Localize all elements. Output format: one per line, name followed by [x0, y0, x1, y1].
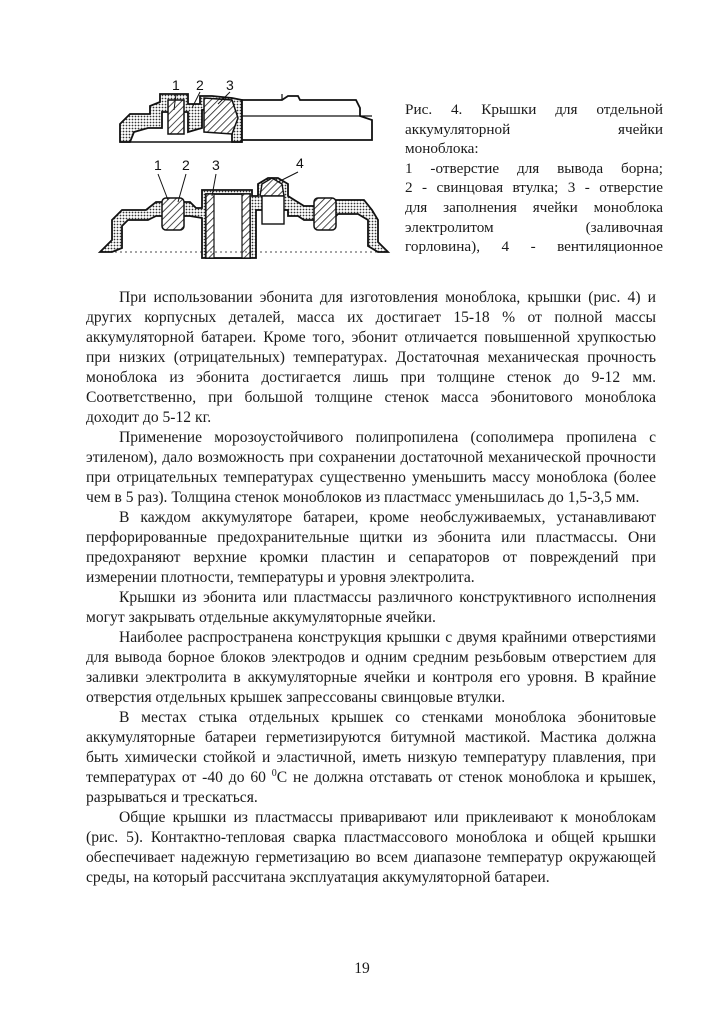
body-text	[86, 288, 656, 888]
caption-line: 1 -отверстие для вывода борна;	[405, 159, 663, 177]
bottom-cover-drawing	[100, 155, 388, 258]
page-number: 19	[354, 960, 370, 977]
top-label-3: 3	[226, 77, 234, 93]
paragraph-temperature	[86, 708, 656, 808]
top-lead-bushing	[168, 100, 184, 134]
bottom-right-bushing	[314, 198, 336, 230]
top-cover-drawing	[120, 77, 372, 142]
bottom-label-1: 1	[154, 157, 162, 173]
battery-cover-figure	[92, 70, 392, 280]
paragraph: При использовании эбонита для изготовления моноблока, крышки (рис. 4) и других корпусных деталей, масса их достигает 15-18 % от полной массы аккумуляторной батареи. Кроме того, эбонит отличается повышенной хрупкостью при низких (отрицательных) температурах. Достаточная механическая прочность моноблока из эбонита достигается лишь при толщине стенок до 9-12 мм. Соответственно, при большой толщине стенок масса эбонитового моноблока доходит до 5-12 кг.	[86, 289, 656, 426]
caption-line: для заполнения ячейки моноблока	[405, 198, 663, 216]
caption-line: горловина), 4 - вентиляционное	[405, 238, 663, 256]
bottom-label-4: 4	[296, 155, 304, 171]
top-label-1: 1	[172, 77, 180, 93]
caption-line: аккумуляторной ячейки	[405, 120, 663, 138]
paragraph-temperature-end: С не должна отставать от стенок моноблока и крышек, разрываться и трескаться.	[86, 769, 656, 806]
paragraph: Применение морозоустойчивого полипропилена (сополимера пропилена с этиленом), дало возможность при сохранении достаточной механической прочности при отрицательных температурах существенно уменьшить массу моноблока (более чем в 5 раз). Толщина стенок моноблоков из пластмасс уменьшилась до 1,5-3,5 мм.	[86, 429, 656, 506]
degree-superscript: 0	[271, 767, 277, 779]
bottom-label-3: 3	[212, 157, 220, 173]
top-label-2: 2	[196, 77, 204, 93]
top-cover-outline	[242, 96, 372, 140]
paragraph: Наиболее распространена конструкция крышки с двумя крайними отверстиями для вывода борное блоков электродов и одним средним резьбовым отверстием для заливки электролита в аккумуляторные ячейки и контроля его уровня. В крайние отверстия отдельных крышек запрессованы свинцовые втулки.	[86, 629, 656, 706]
paragraph-temperature-start: В местах стыка отдельных крышек со стенками моноблока эбонитовые аккумуляторные батареи герметизируются битумной мастикой. Мастика должна быть химически стойкой и эластичной, иметь низкую температуру плавления, при температурах от -40 до 60	[86, 709, 656, 786]
caption-line: моноблока:	[405, 140, 479, 158]
bottom-left-bushing	[162, 198, 184, 230]
bottom-label-2: 2	[182, 157, 190, 173]
paragraph: Общие крышки из пластмассы приваривают или приклеивают к моноблокам (рис. 5). Контактно-тепловая сварка пластмассового моноблока и общей крышки обеспечивает надежную герметизацию во всем диапазоне температур окружающей среды, на который рассчитана эксплуатация аккумуляторной батареи.	[86, 809, 656, 886]
top-filler-neck	[204, 98, 238, 134]
paragraph: Крышки из эбонита или пластмассы различного конструктивного исполнения могут закрывать отдельные аккумуляторные ячейки.	[86, 589, 656, 626]
caption-line: Рис. 4. Крышки для отдельной	[405, 101, 663, 118]
paragraph: В каждом аккумуляторе батареи, кроме необслуживаемых, устанавливают перфорированные предохранительные щитки из эбонита или пластмассы. Они предохраняют верхние кромки пластин и сепараторов от повреждений при измерении плотности, температуры и уровня электролита.	[86, 509, 656, 586]
caption-line: электролитом (заливочная	[405, 218, 663, 236]
figure-caption	[405, 100, 663, 257]
caption-line: 2 - свинцовая втулка; 3 - отверстие	[405, 179, 663, 197]
